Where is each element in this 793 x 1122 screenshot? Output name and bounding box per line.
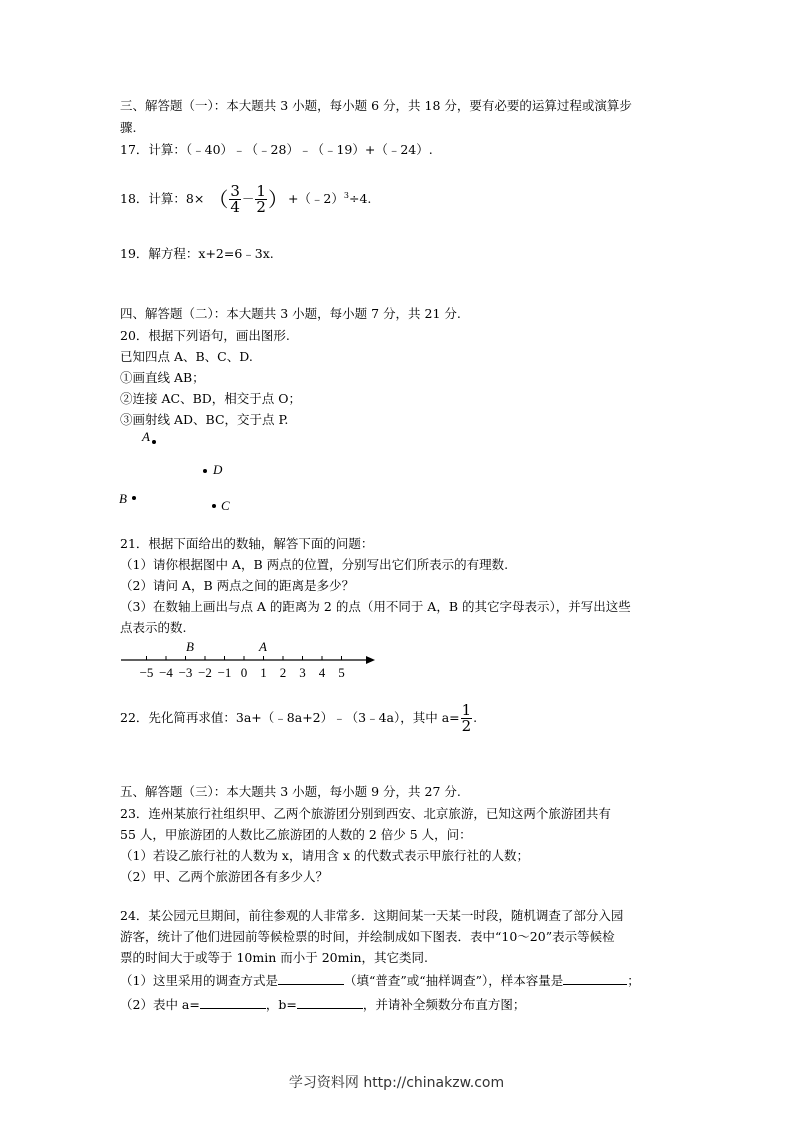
q18-left-paren: （ xyxy=(208,187,229,212)
q18-suffix: ÷4. xyxy=(348,191,372,207)
q18-fraction-1 xyxy=(229,184,241,215)
number-line-tick-label: 0 xyxy=(240,665,248,680)
point-c-label: C xyxy=(221,498,230,513)
q18-f1-denominator: 4 xyxy=(230,198,240,217)
page-footer: 学习资料网 http://chinakzw.com xyxy=(288,1075,505,1091)
q24-l5-part1: （2）表中 a= xyxy=(120,997,200,1012)
point-a-dot xyxy=(152,440,156,444)
number-line-arrow xyxy=(366,656,375,664)
q21-line3: （2）请问 A，B 两点之间的距离是多少？ xyxy=(120,578,355,593)
q22-numerator: 1 xyxy=(461,701,472,719)
q20-line2: 已知四点 A、B、C、D. xyxy=(120,349,253,364)
q20-line4: ②连接 AC、BD，相交于点 O； xyxy=(120,391,301,406)
q18-fraction-2 xyxy=(255,184,267,215)
q21-line1: 21．根据下面给出的数轴，解答下面的问题： xyxy=(120,536,374,551)
q21-line4: （3）在数轴上画出与点 A 的距离为 2 的点（用不同于 A，B 的其它字母表示），并写出这些 xyxy=(120,599,631,614)
point-b-label: B xyxy=(119,491,127,506)
number-line-tick-label: 4 xyxy=(318,665,326,680)
question-19: 19．解方程：x+2=6﹣3x. xyxy=(120,246,274,261)
q18-prefix: 18．计算：8× xyxy=(120,191,205,207)
number-line-tick-label: −5 xyxy=(139,665,154,680)
section3-heading-line2: 骤. xyxy=(120,120,137,135)
number-line xyxy=(0,636,793,696)
section4-heading: 四、解答题（二）：本大题共 3 小题，每小题 7 分，共 21 分. xyxy=(120,306,461,321)
q23-line1: 23．连州某旅行社组织甲、乙两个旅游团分别到西安、北京旅游，已知这两个旅游团共有 xyxy=(120,806,611,821)
number-line-tick-label: 1 xyxy=(260,665,267,680)
point-a-label: A xyxy=(142,429,150,444)
q18-f2-denominator: 2 xyxy=(256,198,266,217)
q18-mid: +（﹣2） xyxy=(287,191,344,207)
number-line-tick-label: −2 xyxy=(198,665,212,680)
q24-line4 xyxy=(120,972,640,989)
number-line-tick-label: 2 xyxy=(279,665,287,680)
section3-heading-line1: 三、解答题（一）：本大题共 3 小题，每小题 6 分，共 18 分，要有必要的运算过程或演算步 xyxy=(120,98,632,113)
q24-line5 xyxy=(120,996,525,1013)
number-line-tick-label: 3 xyxy=(299,665,306,680)
sample-size-blank[interactable] xyxy=(563,972,627,985)
question-18 xyxy=(120,180,371,216)
q18-exponent: 3 xyxy=(343,191,349,200)
number-line-label-b: B xyxy=(186,639,194,654)
point-d-dot xyxy=(203,469,207,473)
q21-line2: （1）请你根据图中 A，B 两点的位置，分别写出它们所表示的有理数. xyxy=(120,557,509,572)
question-22 xyxy=(120,700,477,736)
q20-line1: 20．根据下列语句，画出图形. xyxy=(120,328,290,343)
q22-suffix: . xyxy=(473,710,478,725)
q24-l4-part2: （填“普查”或“抽样调查”），样本容量是 xyxy=(343,973,564,988)
q23-line3: （1）若设乙旅行社的人数为 x，请用含 x 的代数式表示甲旅行社的人数； xyxy=(120,848,529,863)
q24-line2: 游客，统计了他们进园前等候检票的时间，并绘制成如下图表．表中“10～20”表示等候检 xyxy=(120,929,615,944)
q18-f2-numerator: 1 xyxy=(256,182,266,201)
q24-line1: 24．某公园元旦期间，前往参观的人非常多．这期间某一天某一时段，随机调查了部分入园 xyxy=(120,908,624,923)
q24-l5-part3: ，并请补全频数分布直方图； xyxy=(362,997,526,1012)
q22-prefix: 22．先化简再求值：3a+（﹣8a+2）﹣（3﹣4a），其中 a= xyxy=(120,710,460,725)
q23-line2: 55 人，甲旅游团的人数比乙旅游团的人数的 2 倍少 5 人，问： xyxy=(120,827,472,842)
q22-fraction xyxy=(461,703,473,734)
q20-line5: ③画射线 AD、BC，交于点 P. xyxy=(120,412,289,427)
question-17: 17．计算：（﹣40）﹣（﹣28）﹣（﹣19）+（﹣24）. xyxy=(120,142,433,157)
number-line-tick-label: 5 xyxy=(338,665,345,680)
q24-l4-part1: （1）这里采用的调查方式是 xyxy=(120,973,278,988)
q24-line3: 票的时间大于或等于 10min 而小于 20min，其它类同. xyxy=(120,950,429,965)
q24-l5-part2: ，b= xyxy=(265,997,297,1012)
number-line-label-a: A xyxy=(259,639,267,654)
q24-l4-part3: ； xyxy=(627,973,640,988)
q22-denominator: 2 xyxy=(461,717,472,735)
a-value-blank[interactable] xyxy=(200,996,266,1009)
b-value-blank[interactable] xyxy=(297,996,363,1009)
q23-line4: （2）甲、乙两个旅游团各有多少人？ xyxy=(120,869,328,884)
number-line-tick-label: −1 xyxy=(217,665,232,680)
number-line-tick-label: −4 xyxy=(159,665,173,680)
q20-line3: ①画直线 AB； xyxy=(120,370,205,385)
q18-right-paren: ） xyxy=(267,187,288,212)
point-b-dot xyxy=(132,496,136,500)
section5-heading: 五、解答题（三）：本大题共 3 小题，每小题 9 分，共 27 分. xyxy=(120,784,461,799)
number-line-tick-label: −3 xyxy=(178,665,193,680)
point-c-dot xyxy=(212,504,216,508)
q18-minus: － xyxy=(241,191,255,207)
q21-line5: 点表示的数. xyxy=(120,620,187,635)
survey-method-blank[interactable] xyxy=(278,972,344,985)
point-d-label: D xyxy=(213,462,223,477)
q18-f1-numerator: 3 xyxy=(230,182,240,201)
